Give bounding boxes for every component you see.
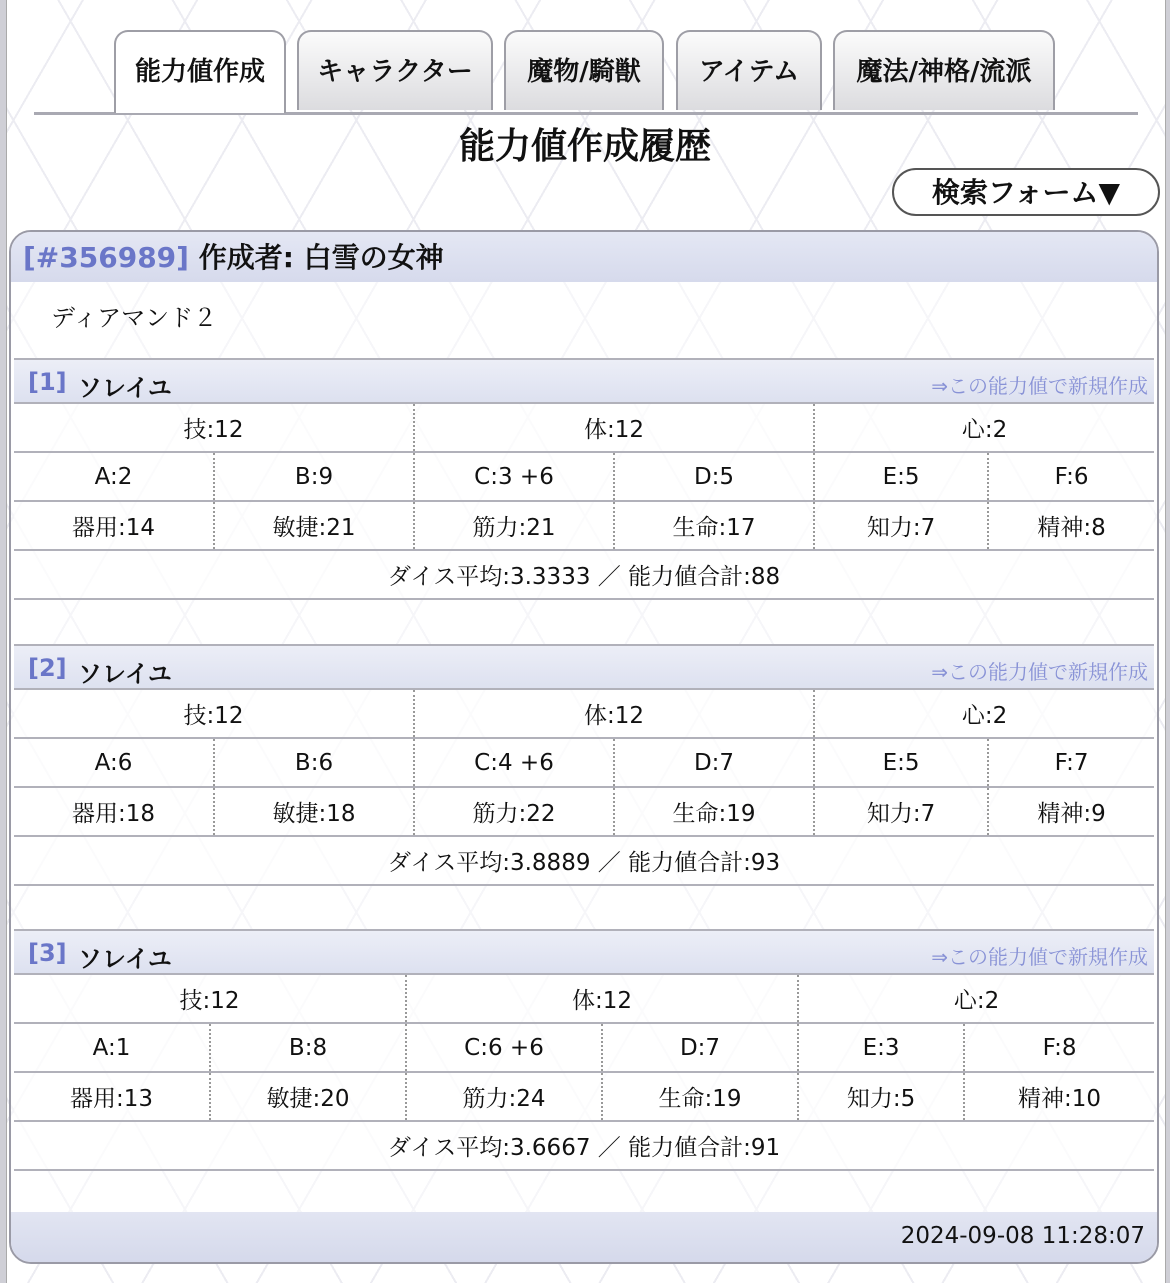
create-from-stats-link[interactable]: ⇒この能力値で新規作成 [931, 374, 1148, 398]
dice-d: D:7 [614, 738, 814, 787]
dice-e: E:5 [814, 452, 988, 501]
dice-c: C:4 +6 [414, 738, 614, 787]
base-tech: 技:12 [14, 689, 414, 738]
stat-dexterity: 器用:13 [14, 1072, 210, 1121]
stat-intelligence: 知力:5 [798, 1072, 964, 1121]
stat-spirit: 精神:10 [964, 1072, 1154, 1121]
stat-dexterity: 器用:14 [14, 501, 214, 550]
entry-header [14, 929, 1154, 973]
stat-agility: 敏捷:18 [214, 787, 414, 836]
stats-table [14, 402, 1154, 600]
stats-table [14, 688, 1154, 886]
base-body: 体:12 [406, 974, 798, 1023]
create-from-stats-link[interactable]: ⇒この能力値で新規作成 [931, 660, 1148, 684]
stat-vitality: 生命:17 [614, 501, 814, 550]
entry-block-2 [14, 644, 1154, 886]
stat-strength: 筋力:21 [414, 501, 614, 550]
tab-item[interactable]: アイテム [676, 30, 822, 110]
dice-b: B:6 [214, 738, 414, 787]
dice-c: C:6 +6 [406, 1023, 602, 1072]
entry-block-1 [14, 358, 1154, 600]
entry-name: ソレイユ [78, 660, 172, 688]
base-mind: 心:2 [814, 403, 1154, 452]
entry-number[interactable]: [2] [28, 654, 67, 682]
dice-f: F:6 [988, 452, 1154, 501]
dice-c: C:3 +6 [414, 452, 614, 501]
stats-table [14, 973, 1154, 1171]
stat-intelligence: 知力:7 [814, 501, 988, 550]
base-mind: 心:2 [814, 689, 1154, 738]
right-frame-border [1165, 0, 1170, 1283]
base-tech: 技:12 [14, 403, 414, 452]
entry-summary: ダイス平均:3.3333 ／ 能力値合計:88 [14, 550, 1154, 599]
stat-dexterity: 器用:18 [14, 787, 214, 836]
stat-spirit: 精神:8 [988, 501, 1154, 550]
dice-b: B:9 [214, 452, 414, 501]
entry-header [14, 358, 1154, 402]
stat-agility: 敏捷:20 [210, 1072, 406, 1121]
create-from-stats-link[interactable]: ⇒この能力値で新規作成 [931, 945, 1148, 969]
stat-strength: 筋力:24 [406, 1072, 602, 1121]
stat-spirit: 精神:9 [988, 787, 1154, 836]
entry-name: ソレイユ [78, 374, 172, 402]
base-body: 体:12 [414, 689, 814, 738]
stat-intelligence: 知力:7 [814, 787, 988, 836]
dice-d: D:7 [602, 1023, 798, 1072]
record-subtitle: ディアマンド２ [51, 304, 218, 332]
dice-a: A:2 [14, 452, 214, 501]
tab-ability-creation[interactable]: 能力値作成 [114, 30, 286, 113]
base-body: 体:12 [414, 403, 814, 452]
dice-e: E:5 [814, 738, 988, 787]
tab-character[interactable]: キャラクター [297, 30, 493, 110]
stat-strength: 筋力:22 [414, 787, 614, 836]
base-mind: 心:2 [798, 974, 1154, 1023]
left-frame-border [0, 0, 7, 1283]
stat-vitality: 生命:19 [614, 787, 814, 836]
entry-name: ソレイユ [78, 945, 172, 973]
entry-summary: ダイス平均:3.6667 ／ 能力値合計:91 [14, 1121, 1154, 1170]
dice-b: B:8 [210, 1023, 406, 1072]
entry-number[interactable]: [1] [28, 368, 67, 396]
tab-bar [34, 30, 1138, 115]
record-panel [9, 230, 1159, 1264]
record-author: 作成者: 白雪の女神 [198, 241, 444, 274]
base-tech: 技:12 [14, 974, 406, 1023]
record-header [11, 232, 1157, 282]
entry-number[interactable]: [3] [28, 939, 67, 967]
dice-f: F:7 [988, 738, 1154, 787]
tab-magic-deity-school[interactable]: 魔法/神格/流派 [833, 30, 1055, 110]
record-id-link[interactable]: [#356989] [23, 241, 189, 274]
stat-agility: 敏捷:21 [214, 501, 414, 550]
stat-vitality: 生命:19 [602, 1072, 798, 1121]
dice-a: A:1 [14, 1023, 210, 1072]
entry-block-3 [14, 929, 1154, 1171]
dice-e: E:3 [798, 1023, 964, 1072]
page-title: 能力値作成履歴 [458, 126, 711, 167]
record-date: 2024-09-08 11:28:07 [11, 1212, 1157, 1262]
search-form-toggle-button[interactable]: 検索フォーム▼ [892, 168, 1160, 216]
dice-a: A:6 [14, 738, 214, 787]
dice-f: F:8 [964, 1023, 1154, 1072]
entry-summary: ダイス平均:3.8889 ／ 能力値合計:93 [14, 836, 1154, 885]
dice-d: D:5 [614, 452, 814, 501]
entry-header [14, 644, 1154, 688]
tab-monster-mount[interactable]: 魔物/騎獣 [504, 30, 664, 110]
